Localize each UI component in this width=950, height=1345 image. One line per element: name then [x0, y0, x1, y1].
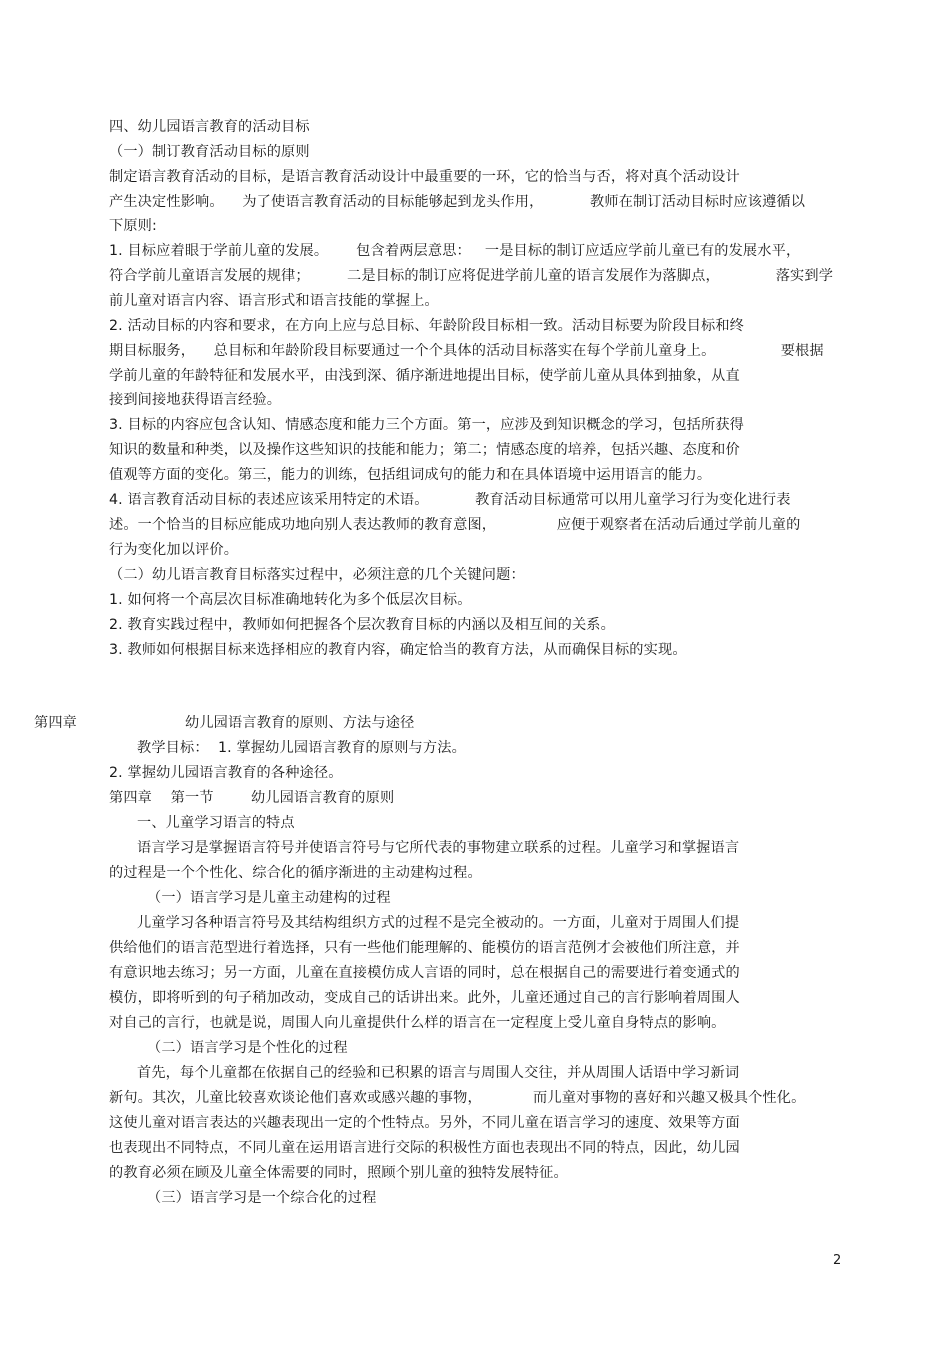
chapter-number: 第四章 [34, 715, 78, 731]
list-item: 4. 语言教育活动目标的表述应该采用特定的术语。 教育活动目标通常可以用儿童学习行为变化进行表 [109, 492, 791, 508]
text-line: 产生决定性影响。 为了使语言教育活动的目标能够起到龙头作用， 教师在制订活动目标时应该遵循以 [109, 194, 806, 210]
chapter-title: 幼儿园语言教育的原则、方法与途径 [185, 715, 415, 731]
text-line: 首先，每个儿童都在依据自己的经验和已积累的语言与周围人交往，并从周围人话语中学习新词 [137, 1065, 740, 1081]
text-line: 新句。其次，儿童比较喜欢谈论他们喜欢或感兴趣的事物， 而儿童对事物的喜好和兴趣又极具个性化。 [109, 1090, 806, 1106]
text-line: 制定语言教育活动的目标，是语言教育活动设计中最重要的一环，它的恰当与否，将对真个活动设计 [109, 169, 740, 185]
text-line: 模仿，即将听到的句子稍加改动，变成自己的话讲出来。此外，儿童还通过自己的言行影响着周围人 [109, 990, 740, 1006]
text-line: 学前儿童的年龄特征和发展水平，由浅到深、循序渐进地提出目标，使学前儿童从具体到抽象，从直 [109, 368, 740, 384]
section-heading: 第四章 第一节 幼儿园语言教育的原则 [109, 790, 395, 806]
text-line: 知识的数量和种类，以及操作这些知识的技能和能力；第二；情感态度的培养，包括兴趣、态度和价 [109, 442, 740, 458]
list-item: 3. 目标的内容应包含认知、情感态度和能力三个方面。第一，应涉及到知识概念的学习，包括所获得 [109, 417, 745, 433]
text-line: 符合学前儿童语言发展的规律； 二是目标的制订应将促进学前儿童的语言发展作为落脚点， 落实到学 [109, 268, 834, 284]
subsection-heading: （二）幼儿语言教育目标落实过程中，必须注意的几个关键问题： [109, 567, 525, 583]
subsection-heading: （一）制订教育活动目标的原则 [109, 144, 310, 160]
text-line: 的过程是一个个性化、综合化的循序渐进的主动建构过程。 [109, 865, 482, 881]
text-line: 对自己的言行，也就是说，周围人向儿童提供什么样的语言在一定程度上受儿童自身特点的影响。 [109, 1015, 726, 1031]
section-heading: 四、幼儿园语言教育的活动目标 [109, 119, 310, 135]
text-line: 语言学习是掌握语言符号并使语言符号与它所代表的事物建立联系的过程。儿童学习和掌握语言 [137, 840, 740, 856]
text-line: 有意识地去练习；另一方面，儿童在直接模仿成人言语的同时，总在根据自己的需要进行着变通式的 [109, 965, 740, 981]
text-line: 这使儿童对语言表达的兴趣表现出一定的个性特点。另外，不同儿童在语言学习的速度、效果等方面 [109, 1115, 740, 1131]
subsection-heading: （二）语言学习是个性化的过程 [147, 1040, 348, 1056]
text-line: 下原则: [109, 218, 157, 234]
teaching-goal-line: 2. 掌握幼儿园语言教育的各种途径。 [109, 765, 343, 781]
subsection-heading: （一）语言学习是儿童主动建构的过程 [147, 890, 391, 906]
text-line: 儿童学习各种语言符号及其结构组织方式的过程不是完全被动的。一方面，儿童对于周围人们提 [137, 915, 740, 931]
list-item: 3. 教师如何根据目标来选择相应的教育内容，确定恰当的教育方法，从而确保目标的实现。 [109, 642, 687, 658]
text-line: 的教育必须在顾及儿童全体需要的同时，照顾个别儿童的独特发展特征。 [109, 1165, 568, 1181]
list-item: 2. 活动目标的内容和要求，在方向上应与总目标、年龄阶段目标相一致。活动目标要为阶段目标和终 [109, 318, 745, 334]
text-line: 接到间接地获得语言经验。 [109, 392, 282, 408]
list-item: 1. 目标应着眼于学前儿童的发展。 包含着两层意思： 一是目标的制订应适应学前儿童已有的发展水平， [109, 243, 801, 259]
text-line: 述。一个恰当的目标应能成功地向别人表达教师的教育意图， 应便于观察者在活动后通过学前儿童的 [109, 517, 801, 533]
teaching-goal-line: 教学目标： 1. 掌握幼儿园语言教育的原则与方法。 [137, 740, 466, 756]
text-line: 供给他们的语言范型进行着选择，只有一些他们能理解的、能模仿的语言范例才会被他们所注意，并 [109, 940, 740, 956]
text-line: 也表现出不同特点，不同儿童在运用语言进行交际的积极性方面也表现出不同的特点，因此，幼儿园 [109, 1140, 740, 1156]
text-line: 值观等方面的变化。第三，能力的训练，包括组词成句的能力和在具体语境中运用语言的能力。 [109, 467, 712, 483]
page-number: 2 [833, 1253, 842, 1268]
subsection-heading: （三）语言学习是一个综合化的过程 [147, 1190, 377, 1206]
subsection-heading: 一、儿童学习语言的特点 [137, 815, 295, 831]
text-line: 行为变化加以评价。 [109, 542, 239, 558]
text-line: 期目标服务， 总目标和年龄阶段目标要通过一个个具体的活动目标落实在每个学前儿童身上。 要根据 [109, 343, 824, 359]
list-item: 1. 如何将一个高层次目标准确地转化为多个低层次目标。 [109, 592, 472, 608]
text-line: 前儿童对语言内容、语言形式和语言技能的掌握上。 [109, 293, 439, 309]
list-item: 2. 教育实践过程中，教师如何把握各个层次教育目标的内涵以及相互间的关系。 [109, 617, 615, 633]
